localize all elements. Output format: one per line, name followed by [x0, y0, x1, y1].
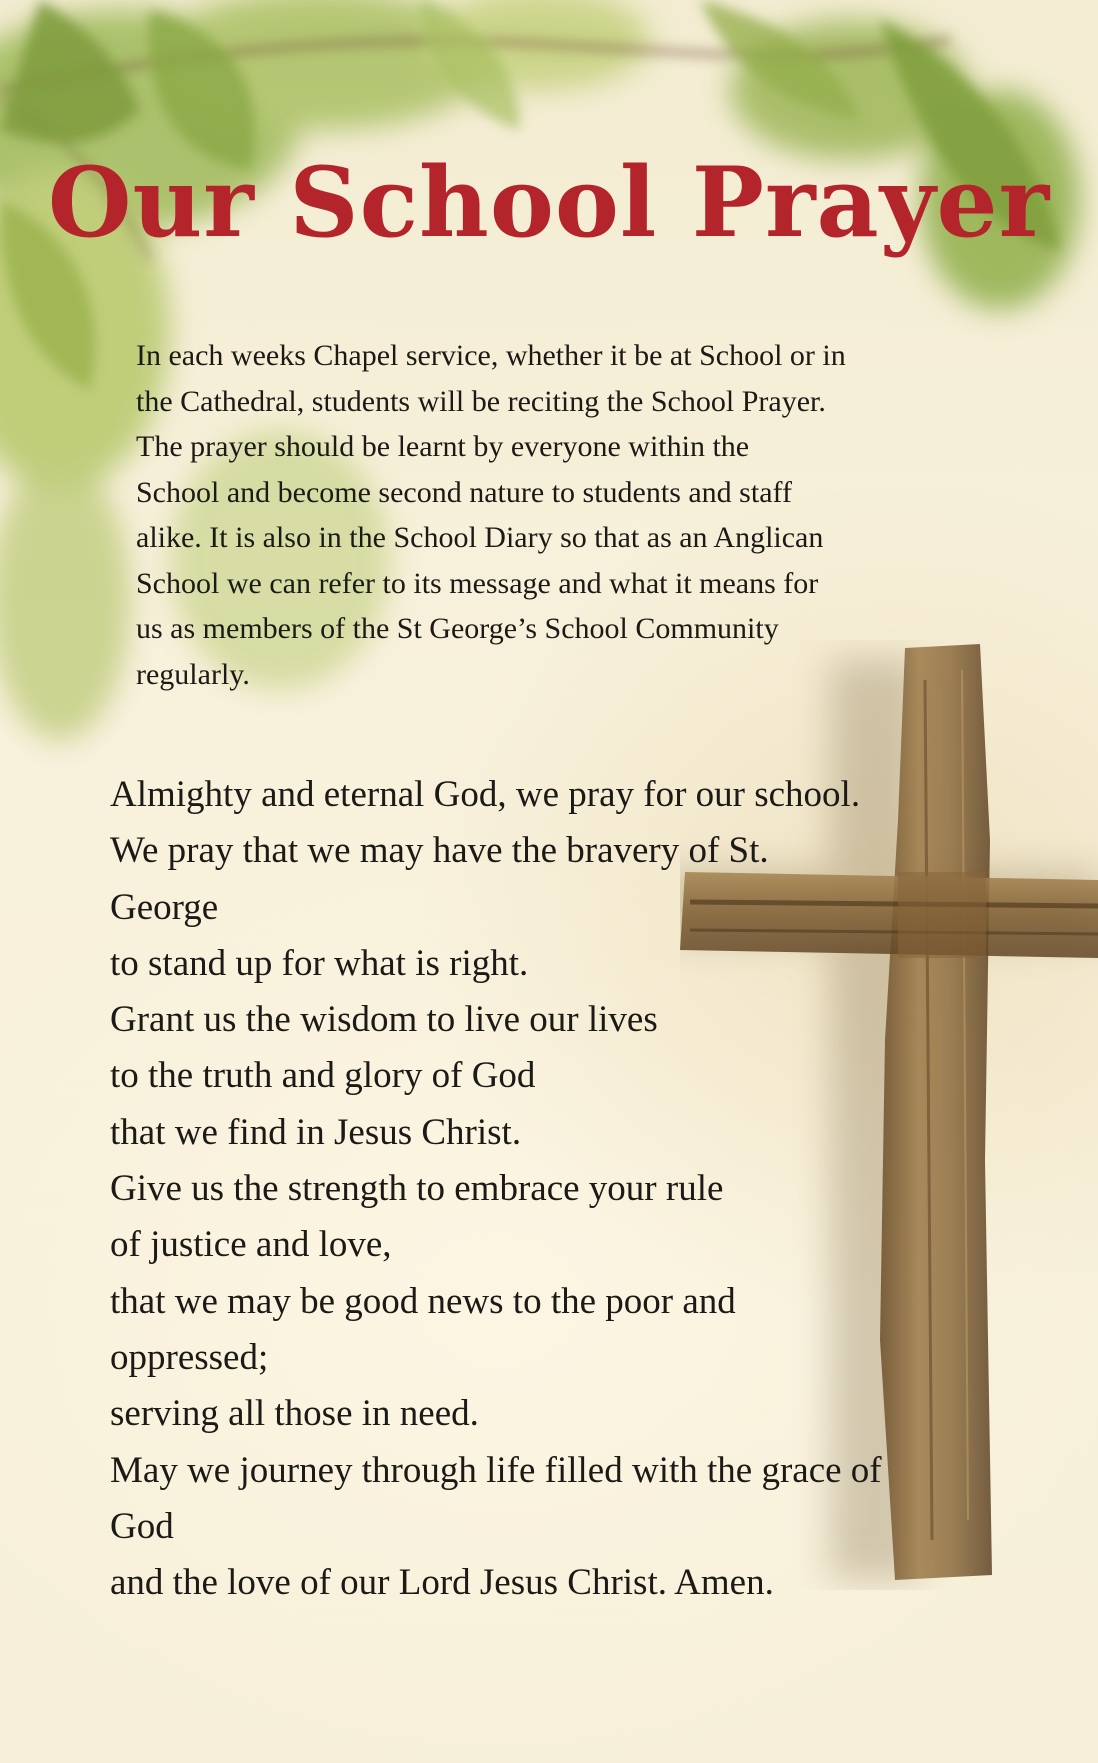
- prayer-line: to the truth and glory of God: [110, 1055, 536, 1097]
- prayer-line: and the love of our Lord Jesus Christ. Amen.: [110, 1562, 774, 1604]
- prayer-line: Grant us the wisdom to live our lives: [110, 999, 658, 1041]
- prayer-line: that we may be good news to the poor and: [110, 1280, 736, 1322]
- intro-line: In each weeks Chapel service, whether it be at School or in: [136, 339, 846, 372]
- prayer-line: We pray that we may have the bravery of St.: [110, 830, 769, 872]
- intro-line: School and become second nature to students and staff: [136, 475, 792, 509]
- prayer-line: oppressed;: [110, 1336, 269, 1378]
- prayer-line: that we find in Jesus Christ.: [110, 1111, 522, 1153]
- page-title: Our School Prayer: [47, 146, 1051, 259]
- prayer-line: Almighty and eternal God, we pray for our school.: [110, 774, 861, 815]
- prayer-line: God: [110, 1505, 174, 1547]
- prayer-line: George: [110, 886, 219, 928]
- intro-line: School we can refer to its message and what it means for: [136, 566, 819, 600]
- prayer-line: Give us the strength to embrace your rule: [110, 1168, 724, 1210]
- intro-paragraph: [136, 333, 976, 697]
- prayer-text: [110, 767, 1010, 1611]
- intro-line: the Cathedral, students will be reciting the School Prayer.: [136, 384, 826, 418]
- prayer-line: May we journey through life filled with the grace of: [110, 1449, 882, 1491]
- prayer-line: to stand up for what is right.: [110, 942, 529, 984]
- intro-line: regularly.: [136, 657, 250, 691]
- prayer-line: serving all those in need.: [110, 1393, 479, 1435]
- intro-line: alike. It is also in the School Diary so that as an Anglican: [136, 521, 824, 554]
- prayer-line: of justice and love,: [110, 1224, 392, 1266]
- intro-line: The prayer should be learnt by everyone within the: [136, 430, 750, 463]
- intro-line: us as members of the St George’s School Community: [136, 612, 779, 645]
